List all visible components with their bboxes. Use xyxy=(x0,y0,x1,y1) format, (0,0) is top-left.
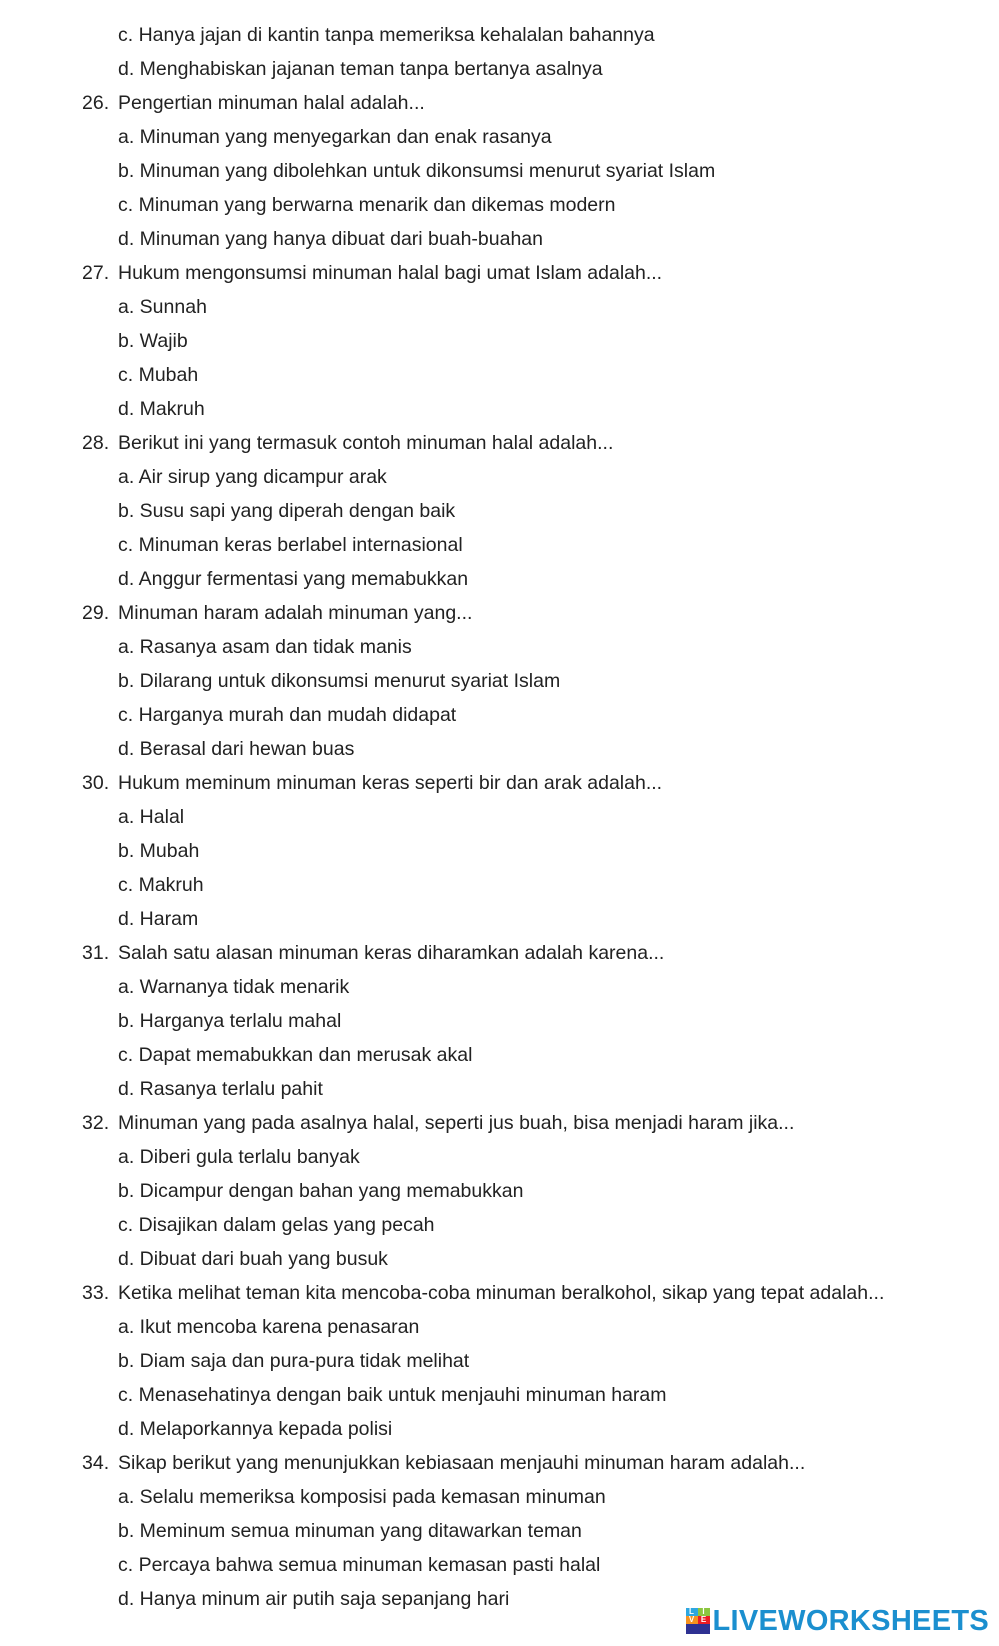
answer-option: c. Makruh xyxy=(118,874,204,896)
answer-option: a. Minuman yang menyegarkan dan enak rasanya xyxy=(118,126,552,148)
question-number: 26. xyxy=(82,92,110,114)
question-block xyxy=(0,86,999,256)
answer-option: a. Rasanya asam dan tidak manis xyxy=(118,636,412,658)
answer-option: b. Harganya terlalu mahal xyxy=(118,1010,342,1032)
answer-option: d. Haram xyxy=(118,908,199,930)
answer-option: c. Mubah xyxy=(118,364,199,386)
answer-option: d. Rasanya terlalu pahit xyxy=(118,1078,323,1100)
question-text: Salah satu alasan minuman keras diharamkan adalah karena... xyxy=(118,942,665,964)
question xyxy=(0,766,999,800)
question-block xyxy=(0,1276,999,1446)
worksheet xyxy=(0,18,999,1616)
question-number: 29. xyxy=(82,602,110,624)
question-number: 31. xyxy=(82,942,110,964)
liveworksheets-logo-text: LIVEWORKSHEETS xyxy=(712,1605,989,1637)
question xyxy=(0,1446,999,1480)
answer-option: c. Dapat memabukkan dan merusak akal xyxy=(118,1044,473,1066)
question-block xyxy=(0,256,999,426)
answer-option: c. Harganya murah dan mudah didapat xyxy=(118,704,457,726)
question-text: Berikut ini yang termasuk contoh minuman halal adalah... xyxy=(118,432,614,454)
answer-option: b. Diam saja dan pura-pura tidak melihat xyxy=(118,1350,470,1372)
question-block xyxy=(0,1446,999,1616)
question-text: Sikap berikut yang menunjukkan kebiasaan menjauhi minuman haram adalah... xyxy=(118,1452,806,1474)
answer-option: a. Air sirup yang dicampur arak xyxy=(118,466,387,488)
question-block xyxy=(0,1106,999,1276)
answer-option: a. Sunnah xyxy=(118,296,207,318)
question-number: 27. xyxy=(82,262,110,284)
question-block xyxy=(0,936,999,1106)
option-prev-d: d. Menghabiskan jajanan teman tanpa bertanya asalnya xyxy=(118,58,603,80)
answer-option: a. Selalu memeriksa komposisi pada kemasan minuman xyxy=(118,1486,606,1508)
question-number: 28. xyxy=(82,432,110,454)
question-block xyxy=(0,426,999,596)
question-text: Minuman haram adalah minuman yang... xyxy=(118,602,473,624)
answer-option: b. Minuman yang dibolehkan untuk dikonsumsi menurut syariat Islam xyxy=(118,160,716,182)
answer-option: d. Anggur fermentasi yang memabukkan xyxy=(118,568,469,590)
answer-option: c. Minuman yang berwarna menarik dan dikemas modern xyxy=(118,194,616,216)
question-text: Hukum mengonsumsi minuman halal bagi umat Islam adalah... xyxy=(118,262,663,284)
question xyxy=(0,1106,999,1140)
question-text: Minuman yang pada asalnya halal, seperti jus buah, bisa menjadi haram jika... xyxy=(118,1112,795,1134)
answer-option: b. Wajib xyxy=(118,330,188,352)
answer-option: b. Meminum semua minuman yang ditawarkan teman xyxy=(118,1520,582,1542)
question-text: Hukum meminum minuman keras seperti bir dan arak adalah... xyxy=(118,772,663,794)
answer-option: c. Minuman keras berlabel internasional xyxy=(118,534,463,556)
answer-option: d. Minuman yang hanya dibuat dari buah-buahan xyxy=(118,228,543,250)
question-number: 32. xyxy=(82,1112,110,1134)
question-text: Pengertian minuman halal adalah... xyxy=(118,92,425,114)
answer-option: b. Dicampur dengan bahan yang memabukkan xyxy=(118,1180,524,1202)
answer-option: b. Dilarang untuk dikonsumsi menurut syariat Islam xyxy=(118,670,561,692)
answer-option: a. Warnanya tidak menarik xyxy=(118,976,350,998)
answer-option: d. Melaporkannya kepada polisi xyxy=(118,1418,393,1440)
answer-option: a. Ikut mencoba karena penasaran xyxy=(118,1316,420,1338)
answer-option: b. Susu sapi yang diperah dengan baik xyxy=(118,500,456,522)
liveworksheets-logo-icon: L I V E xyxy=(686,1608,710,1634)
question-number: 34. xyxy=(82,1452,110,1474)
answer-option: c. Menasehatinya dengan baik untuk menjauhi minuman haram xyxy=(118,1384,667,1406)
answer-option: b. Mubah xyxy=(118,840,200,862)
answer-option: a. Halal xyxy=(118,806,185,828)
question-number: 33. xyxy=(82,1282,110,1304)
answer-option: d. Hanya minum air putih saja sepanjang hari xyxy=(118,1588,510,1610)
question xyxy=(0,936,999,970)
question xyxy=(0,596,999,630)
liveworksheets-logo xyxy=(686,1606,990,1636)
question xyxy=(0,426,999,460)
question-block xyxy=(0,766,999,936)
question xyxy=(0,256,999,290)
option-prev-c: c. Hanya jajan di kantin tanpa memeriksa kehalalan bahannya xyxy=(118,24,655,46)
question-number: 30. xyxy=(82,772,110,794)
question-text: Ketika melihat teman kita mencoba-coba minuman beralkohol, sikap yang tepat adalah... xyxy=(118,1282,885,1304)
answer-option: c. Disajikan dalam gelas yang pecah xyxy=(118,1214,435,1236)
question xyxy=(0,1276,999,1310)
answer-option: d. Makruh xyxy=(118,398,205,420)
question-block xyxy=(0,596,999,766)
question-list xyxy=(0,86,999,1616)
answer-option: d. Dibuat dari buah yang busuk xyxy=(118,1248,388,1270)
answer-option: a. Diberi gula terlalu banyak xyxy=(118,1146,360,1168)
answer-option: c. Percaya bahwa semua minuman kemasan pasti halal xyxy=(118,1554,601,1576)
answer-option: d. Berasal dari hewan buas xyxy=(118,738,355,760)
question xyxy=(0,86,999,120)
